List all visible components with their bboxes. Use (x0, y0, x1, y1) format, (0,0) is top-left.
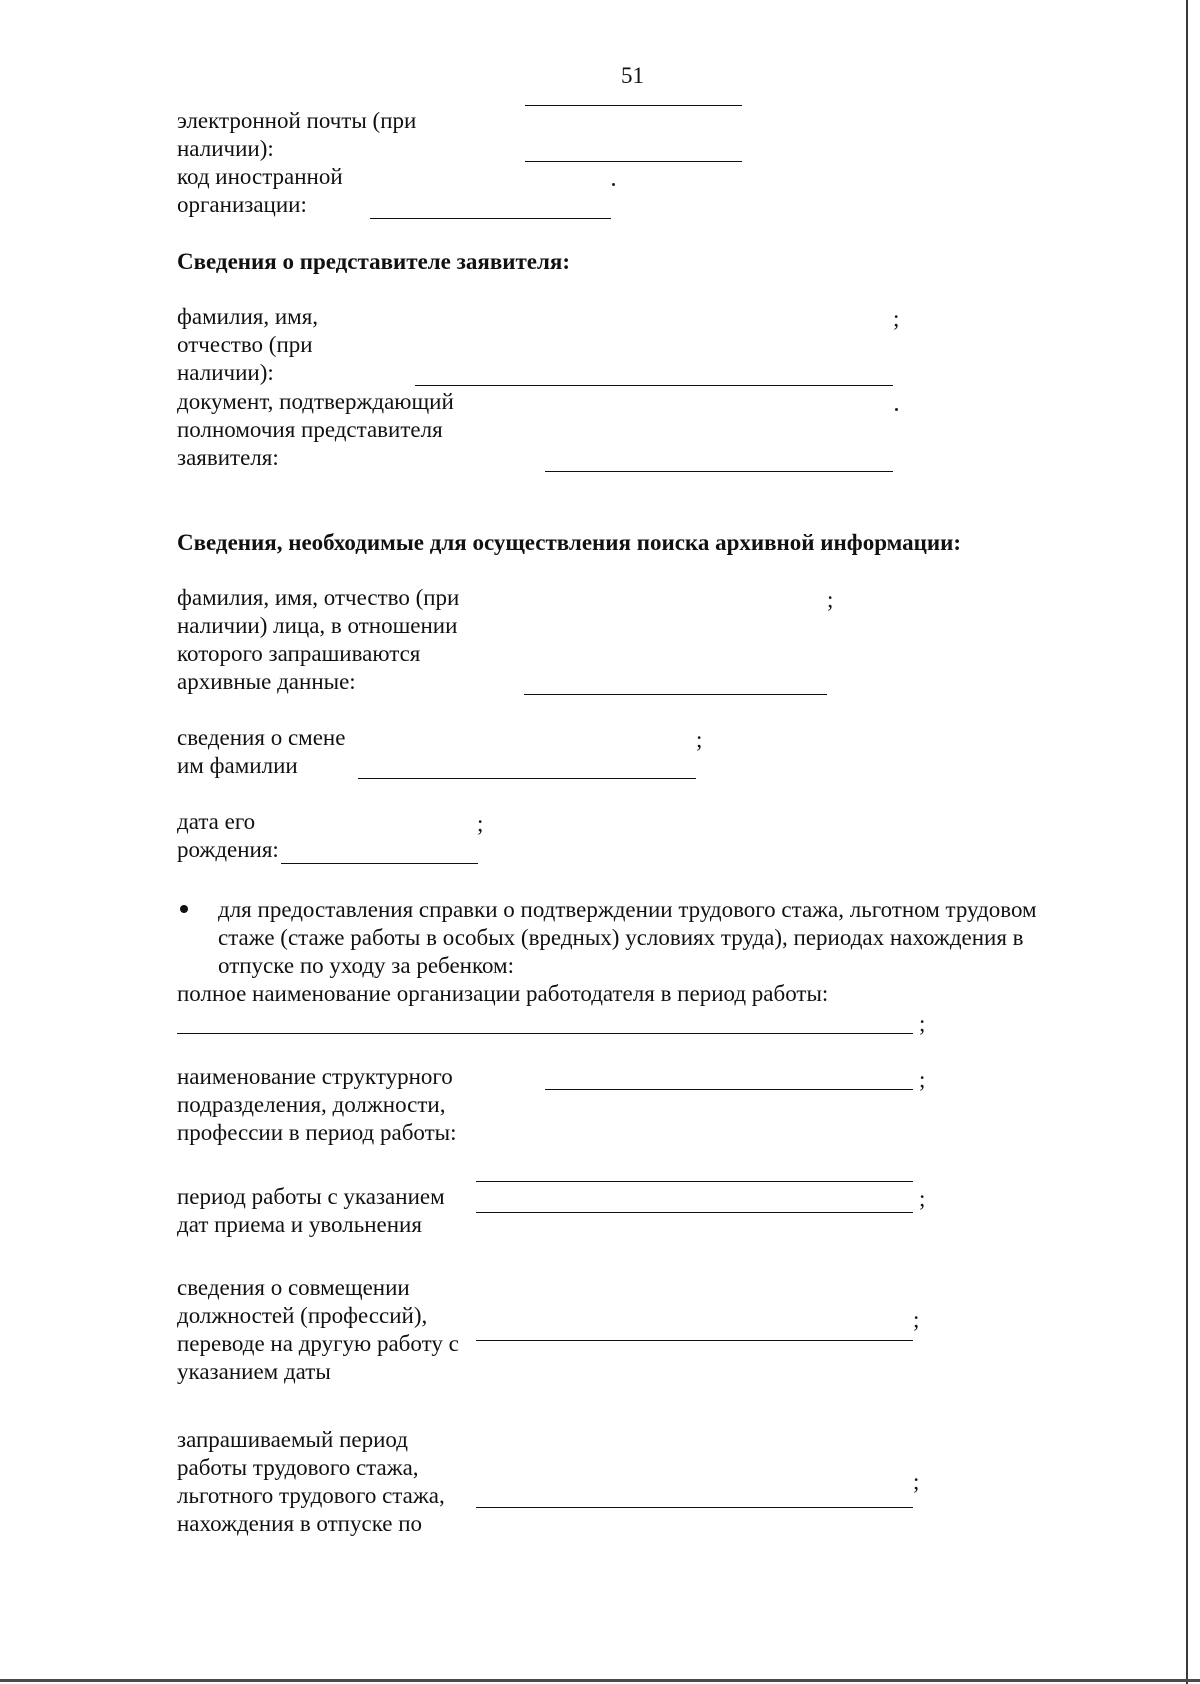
scan-edge-bottom (0, 1679, 1200, 1682)
requested-period-label-line: работы трудового стажа, (177, 1455, 419, 1480)
combination-label-line: указанием даты (177, 1359, 331, 1384)
email-field-label-line: электронной почты (при (177, 108, 417, 133)
requested-period-label-line: нахождения в отпуске по (177, 1511, 423, 1536)
birth-date-terminator: ; (477, 811, 484, 836)
rep-document-label-line: заявителя: (177, 445, 279, 470)
foreign-org-code-label-line: организации: (177, 192, 307, 217)
structural-unit-terminator: ; (919, 1067, 926, 1092)
work-period-line-top[interactable] (476, 1181, 913, 1182)
bullet-item-line: стаже (стаже работы в особых (вредных) условиях труда), периодах нахождения в (218, 925, 1024, 950)
rep-document-line[interactable] (545, 471, 893, 472)
bullet-item-line: отпуске по уходу за ребенком: (218, 953, 514, 978)
work-period-terminator: ; (919, 1186, 926, 1211)
birth-date-line[interactable] (281, 863, 478, 864)
scan-edge-right (1186, 0, 1188, 1684)
work-period-label (177, 1183, 445, 1239)
surname-change-line[interactable] (358, 778, 696, 779)
email-field-label-line: наличии): (177, 136, 274, 161)
combination-label-line: сведения о совмещении (177, 1275, 410, 1300)
structural-unit-label-line: профессии в период работы: (177, 1120, 457, 1145)
subject-name-label-line: архивные данные: (177, 669, 356, 694)
combination-label-line: переводе на другую работу с (177, 1331, 459, 1356)
bullet-icon (180, 905, 188, 913)
surname-change-terminator: ; (696, 727, 703, 752)
structural-unit-label (177, 1063, 457, 1147)
birth-date-label (177, 808, 279, 864)
combination-line[interactable] (476, 1340, 913, 1341)
subject-name-label-line: наличии) лица, в отношении (177, 613, 458, 638)
representative-heading: Сведения о представителе заявителя: (177, 249, 571, 274)
requested-period-label-line: льготного трудового стажа, (177, 1483, 445, 1508)
requested-period-label-line: запрашиваемый период (177, 1427, 408, 1452)
structural-unit-label-line: подразделения, должности, (177, 1092, 446, 1117)
foreign-org-code-label (177, 163, 343, 219)
stray-dot (612, 183, 615, 186)
rep-name-label (177, 303, 318, 387)
bullet-item-text (218, 896, 1037, 980)
rep-name-label-line: наличии): (177, 360, 274, 385)
foreign-org-code-line[interactable] (370, 218, 611, 219)
employer-name-label: полное наименование организации работодателя в период работы: (177, 981, 829, 1006)
structural-unit-line[interactable] (545, 1089, 913, 1090)
stray-dot (895, 408, 898, 411)
rep-name-label-line: отчество (при (177, 332, 313, 357)
email-field-line-top[interactable] (525, 105, 742, 106)
rep-name-label-line: фамилия, имя, (177, 304, 319, 329)
work-period-label-line: период работы с указанием (177, 1184, 445, 1209)
subject-name-terminator: ; (827, 587, 834, 612)
combination-label-line: должностей (профессий), (177, 1303, 428, 1328)
subject-name-line[interactable] (524, 694, 827, 695)
rep-document-label-line: полномочия представителя (177, 417, 443, 442)
requested-period-line[interactable] (476, 1507, 913, 1508)
email-field-line[interactable] (525, 161, 742, 162)
email-field-label (177, 107, 416, 163)
birth-date-label-line: дата его (177, 809, 256, 834)
employer-name-terminator: ; (919, 1011, 926, 1036)
bullet-item-line: для предоставления справки о подтверждении трудового стажа, льготном трудовом (218, 897, 1037, 922)
search-heading: Сведения, необходимые для осуществления поиска архивной информации: (177, 530, 962, 555)
foreign-org-code-label-line: код иностранной (177, 164, 343, 189)
surname-change-label (177, 724, 345, 780)
birth-date-label-line: рождения: (177, 837, 279, 862)
structural-unit-label-line: наименование структурного (177, 1064, 453, 1089)
combination-label (177, 1274, 459, 1386)
combination-terminator: ; (913, 1307, 920, 1332)
employer-name-line[interactable] (177, 1033, 913, 1034)
surname-change-label-line: сведения о смене (177, 725, 346, 750)
page-number: 51 (621, 63, 644, 88)
rep-name-terminator: ; (893, 306, 900, 331)
rep-name-line[interactable] (415, 385, 893, 386)
rep-document-label (177, 388, 454, 472)
subject-name-label-line: фамилия, имя, отчество (при (177, 585, 460, 610)
requested-period-terminator: ; (913, 1469, 920, 1494)
surname-change-label-line: им фамилии (177, 753, 298, 778)
work-period-label-line: дат приема и увольнения (177, 1212, 422, 1237)
requested-period-label (177, 1426, 445, 1538)
work-period-line[interactable] (476, 1212, 913, 1213)
subject-name-label-line: которого запрашиваются (177, 641, 421, 666)
rep-document-label-line: документ, подтверждающий (177, 389, 454, 414)
subject-name-label (177, 584, 459, 696)
